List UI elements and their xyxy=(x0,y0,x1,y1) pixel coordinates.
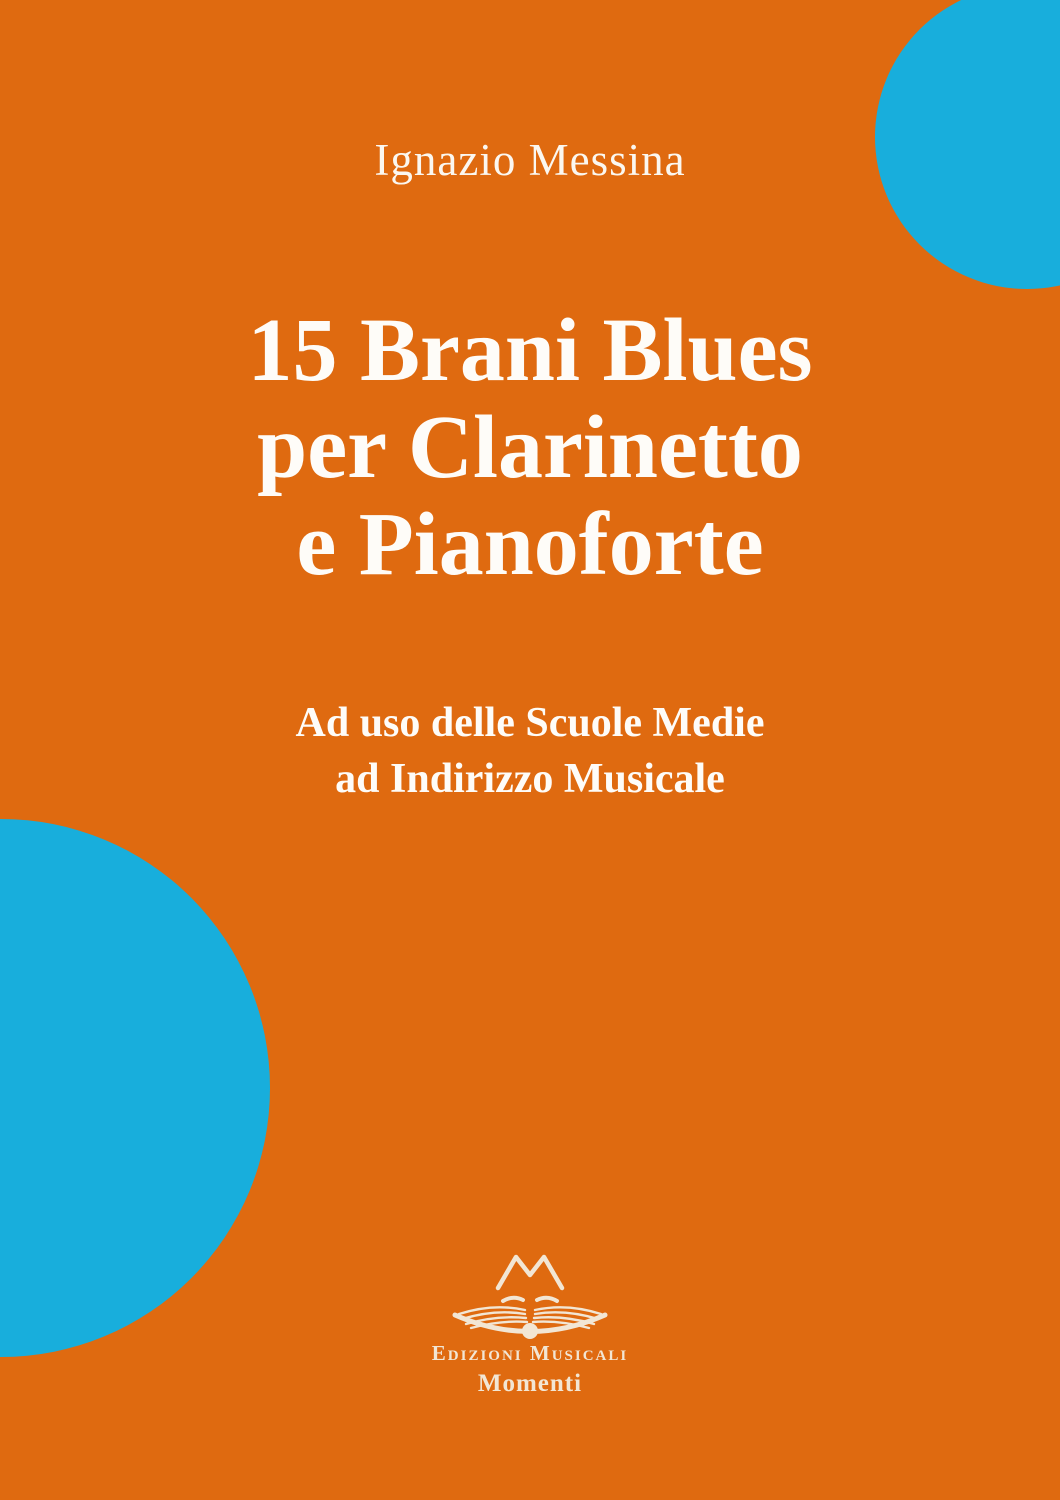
publisher-name: Edizioni Musicali xyxy=(431,1341,629,1365)
publisher-block xyxy=(0,1248,1060,1397)
open-book-m-momenti-logo-icon xyxy=(445,1248,615,1340)
title-line-2: per Clarinetto xyxy=(257,398,803,497)
book-subtitle xyxy=(0,695,1060,807)
publisher-imprint: Momenti xyxy=(477,1370,583,1397)
subtitle-line-2: ad Indirizzo Musicale xyxy=(335,756,725,802)
subtitle-line-1: Ad uso delle Scuole Medie xyxy=(295,700,765,746)
title-line-1: 15 Brani Blues xyxy=(247,301,813,400)
title-line-3: e Pianoforte xyxy=(296,495,764,594)
book-title xyxy=(0,302,1060,593)
author-name: Ignazio Messina xyxy=(374,135,686,185)
